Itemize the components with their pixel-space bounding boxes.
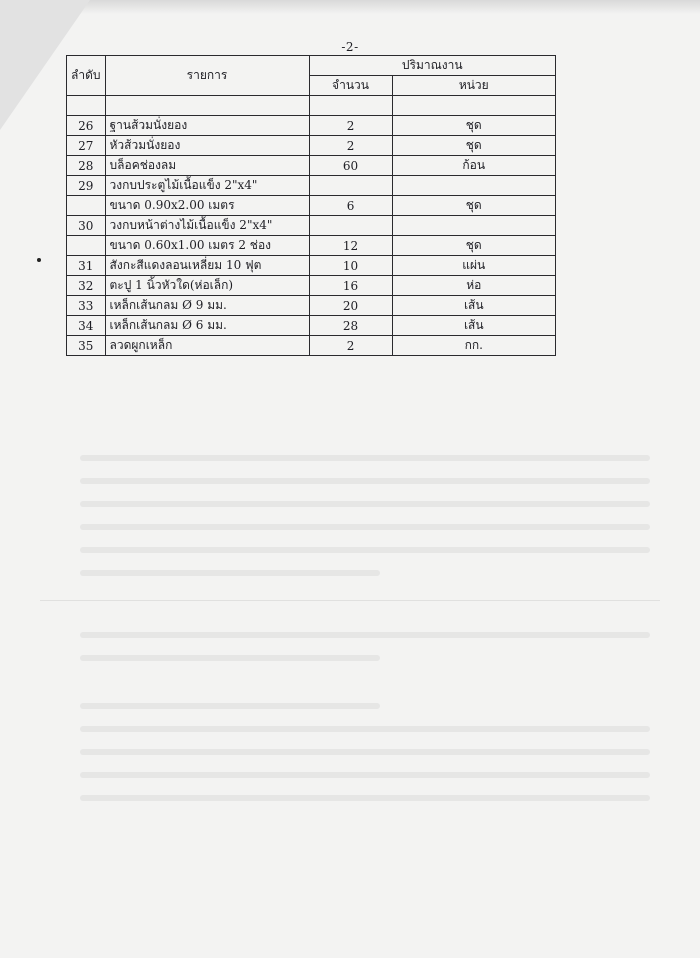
- row-qty: 2: [309, 336, 392, 356]
- row-qty: 2: [309, 116, 392, 136]
- table-row: [67, 256, 556, 276]
- row-no: 27: [67, 136, 106, 156]
- header-item: รายการ: [105, 56, 309, 96]
- row-qty: 20: [309, 296, 392, 316]
- page-fold-line: [40, 600, 660, 601]
- row-item: ลวดผูกเหล็ก: [105, 336, 309, 356]
- header-no: ลำดับ: [67, 56, 106, 96]
- row-qty: [309, 216, 392, 236]
- material-table: [66, 55, 556, 356]
- row-unit: เส้น: [392, 316, 555, 336]
- row-item: วงกบหน้าต่างไม้เนื้อแข็ง 2"x4": [105, 216, 309, 236]
- header-unit: หน่วย: [392, 76, 555, 96]
- row-item: เหล็กเส้นกลม Ø 6 มม.: [105, 316, 309, 336]
- table-row: [67, 336, 556, 356]
- row-no: 35: [67, 336, 106, 356]
- row-qty: 2: [309, 136, 392, 156]
- header-quantity: จำนวน: [309, 76, 392, 96]
- table-row: [67, 296, 556, 316]
- row-unit: ชุด: [392, 236, 555, 256]
- row-unit: กก.: [392, 336, 555, 356]
- row-no: 26: [67, 116, 106, 136]
- table-row: [67, 236, 556, 256]
- row-no: [67, 196, 106, 216]
- row-unit: เส้น: [392, 296, 555, 316]
- row-item: บล็อคช่องลม: [105, 156, 309, 176]
- row-unit: ชุด: [392, 196, 555, 216]
- row-item: หัวส้วมนั่งยอง: [105, 136, 309, 156]
- row-unit: แผ่น: [392, 256, 555, 276]
- table-row: [67, 136, 556, 156]
- row-no: 32: [67, 276, 106, 296]
- row-unit: ชุด: [392, 116, 555, 136]
- row-unit: ชุด: [392, 136, 555, 156]
- row-no: 34: [67, 316, 106, 336]
- row-unit: [392, 176, 555, 196]
- row-qty: [309, 176, 392, 196]
- row-qty: 16: [309, 276, 392, 296]
- table-spacer-row: [67, 96, 556, 116]
- table-row: [67, 276, 556, 296]
- row-qty: 12: [309, 236, 392, 256]
- page-number: -2-: [341, 40, 359, 54]
- row-unit: ก้อน: [392, 156, 555, 176]
- row-item: สังกะสีแดงลอนเหลี่ยม 10 ฟุต: [105, 256, 309, 276]
- row-qty: 6: [309, 196, 392, 216]
- table-row: [67, 176, 556, 196]
- row-item: ขนาด 0.90x2.00 เมตร: [105, 196, 309, 216]
- table-row: [67, 196, 556, 216]
- row-item: ขนาด 0.60x1.00 เมตร 2 ช่อง: [105, 236, 309, 256]
- scan-top-shadow: [0, 0, 700, 14]
- scan-speck: [37, 258, 41, 262]
- row-qty: 10: [309, 256, 392, 276]
- row-no: 31: [67, 256, 106, 276]
- row-no: 29: [67, 176, 106, 196]
- row-item: ตะปู 1 นิ้วหัวใด(ห่อเล็ก): [105, 276, 309, 296]
- row-no: 30: [67, 216, 106, 236]
- row-no: 28: [67, 156, 106, 176]
- table-row: [67, 316, 556, 336]
- row-item: วงกบประตูไม้เนื้อแข็ง 2"x4": [105, 176, 309, 196]
- row-item: เหล็กเส้นกลม Ø 9 มม.: [105, 296, 309, 316]
- row-qty: 60: [309, 156, 392, 176]
- table-row: [67, 116, 556, 136]
- row-no: 33: [67, 296, 106, 316]
- row-no: [67, 236, 106, 256]
- row-qty: 28: [309, 316, 392, 336]
- row-unit: ห่อ: [392, 276, 555, 296]
- table-row: [67, 156, 556, 176]
- row-item: ฐานส้วมนั่งยอง: [105, 116, 309, 136]
- header-quantity-group: ปริมาณงาน: [309, 56, 555, 76]
- row-unit: [392, 216, 555, 236]
- table-row: [67, 216, 556, 236]
